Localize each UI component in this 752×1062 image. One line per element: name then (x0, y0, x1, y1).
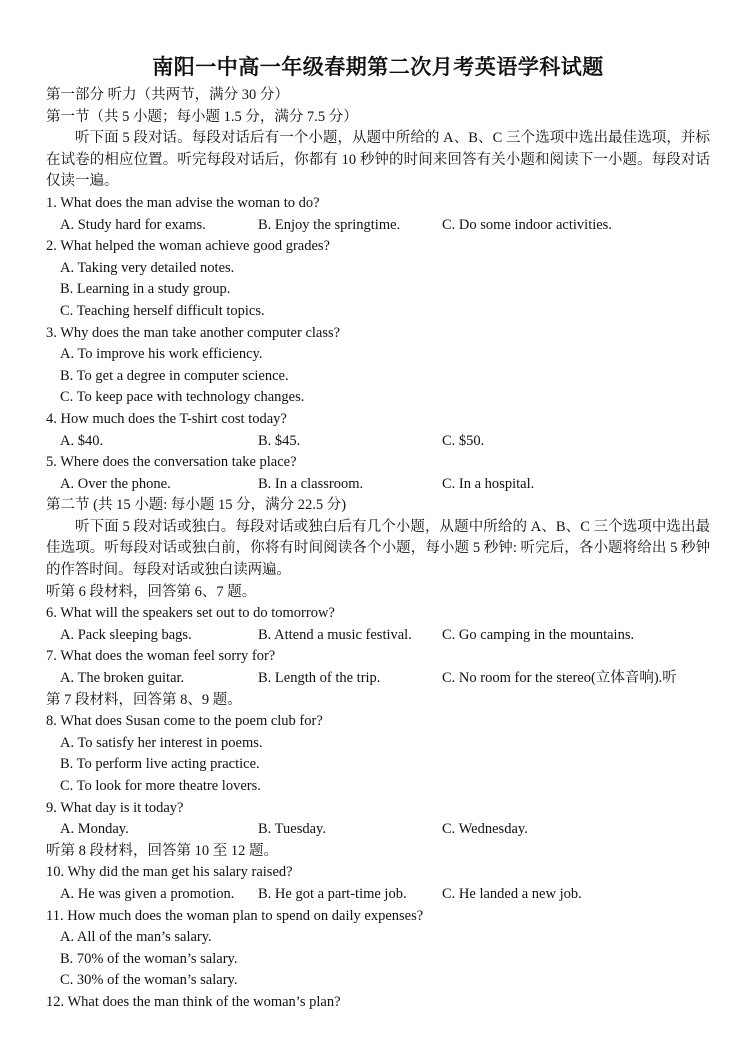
option-a[interactable]: A. To improve his work efficiency. (60, 346, 263, 363)
material-6-note: 听第 6 段材料，回答第 6、7 题。 (46, 583, 257, 600)
option-b[interactable]: B. Enjoy the springtime. (258, 216, 401, 233)
question-11: 11. How much does the woman plan to spend on daily expenses? (46, 907, 424, 924)
section2-heading: 第二节 (共 15 小题: 每小题 15 分，满分 22.5 分) (46, 497, 347, 514)
material-7-note: 第 7 段材料，回答第 8、9 题。 (46, 691, 242, 708)
option-c[interactable]: C. He landed a new job. (442, 885, 582, 902)
option-c[interactable]: C. Wednesday. (442, 821, 528, 838)
question-7: 7. What does the woman feel sorry for? (46, 648, 276, 665)
option-b[interactable]: B. He got a part-time job. (258, 885, 407, 902)
question-9: 9. What day is it today? (46, 799, 184, 816)
option-a[interactable]: A. He was given a promotion. (60, 885, 235, 902)
question-5-options (46, 474, 710, 496)
option-b[interactable]: B. To get a degree in computer science. (60, 367, 289, 384)
question-4-options (46, 431, 710, 453)
question-4: 4. How much does the T-shirt cost today? (46, 410, 287, 427)
option-a[interactable]: A. Pack sleeping bags. (60, 626, 192, 643)
question-6-options (46, 625, 710, 647)
exam-page (46, 52, 710, 1014)
option-a[interactable]: A. $40. (60, 432, 104, 449)
exam-title: 南阳一中高一年级春期第二次月考英语学科试题 (152, 55, 604, 79)
question-2: 2. What helped the woman achieve good grades? (46, 238, 330, 255)
option-c[interactable]: C. Do some indoor activities. (442, 216, 612, 233)
option-b[interactable]: B. Attend a music festival. (258, 626, 412, 643)
part1-heading: 第一部分 听力（共两节，满分 30 分） (46, 87, 289, 103)
option-b[interactable]: B. Length of the trip. (258, 670, 381, 687)
question-7-options (46, 668, 710, 690)
question-3: 3. Why does the man take another computer class? (46, 324, 341, 341)
option-c[interactable]: C. In a hospital. (442, 475, 535, 492)
section1-instructions: 听下面 5 段对话。每段对话后有一个小题，从题中所给的 A、B、C 三个选项中选出最佳选项，并标在试卷的相应位置。听完每段对话后，你都有 10 秒钟的时间来回答有关小题和阅读下一小题。每段对话仅读一遍。 (46, 130, 710, 190)
question-1-options (46, 215, 710, 237)
question-6: 6. What will the speakers set out to do tomorrow? (46, 605, 335, 622)
option-a[interactable]: A. All of the man’s salary. (60, 929, 212, 946)
option-c[interactable]: C. No room for the stereo(立体音响). (442, 670, 663, 687)
material-7-note-start: 听 (662, 670, 677, 687)
option-a[interactable]: A. Taking very detailed notes. (60, 259, 235, 276)
option-a[interactable]: A. Study hard for exams. (60, 216, 206, 233)
option-c[interactable]: C. Teaching herself difficult topics. (60, 302, 265, 319)
option-b[interactable]: B. To perform live acting practice. (60, 756, 260, 773)
option-c[interactable]: C. To keep pace with technology changes. (60, 389, 305, 406)
option-b[interactable]: B. $45. (258, 432, 301, 449)
question-10: 10. Why did the man get his salary raised? (46, 864, 293, 881)
option-c[interactable]: C. 30% of the woman’s salary. (60, 972, 238, 989)
question-12: 12. What does the man think of the woman’s plan? (46, 993, 341, 1010)
option-b[interactable]: B. Learning in a study group. (60, 281, 231, 298)
section2-instructions: 听下面 5 段对话或独白。每段对话或独白后有几个小题，从题中所给的 A、B、C 三个选项中选出最佳选项。听每段对话或独白前，你将有时间阅读各个小题，每小题 5 秒钟: 听完后，各小题将给出 5 秒钟的作答时间。每段对话或独白读两遍。 (46, 518, 710, 579)
option-a[interactable]: A. Monday. (60, 821, 129, 838)
option-a[interactable]: A. The broken guitar. (60, 670, 185, 687)
option-b[interactable]: B. In a classroom. (258, 475, 364, 492)
option-b[interactable]: B. Tuesday. (258, 821, 326, 838)
option-c[interactable]: C. Go camping in the mountains. (442, 626, 635, 643)
option-a[interactable]: A. Over the phone. (60, 475, 171, 492)
option-c[interactable]: C. To look for more theatre lovers. (60, 778, 261, 794)
option-c[interactable]: C. $50. (442, 432, 485, 449)
section1-heading: 第一节（共 5 小题；每小题 1.5 分，满分 7.5 分） (46, 108, 358, 125)
question-5: 5. Where does the conversation take place? (46, 454, 297, 471)
question-1: 1. What does the man advise the woman to do? (46, 194, 320, 211)
option-a[interactable]: A. To satisfy her interest in poems. (60, 734, 263, 751)
question-9-options (46, 819, 710, 841)
question-8: 8. What does Susan come to the poem club for? (46, 713, 323, 730)
material-8-note: 听第 8 段材料，回答第 10 至 12 题。 (46, 842, 278, 859)
option-b[interactable]: B. 70% of the woman’s salary. (60, 950, 238, 967)
question-10-options (46, 884, 710, 906)
